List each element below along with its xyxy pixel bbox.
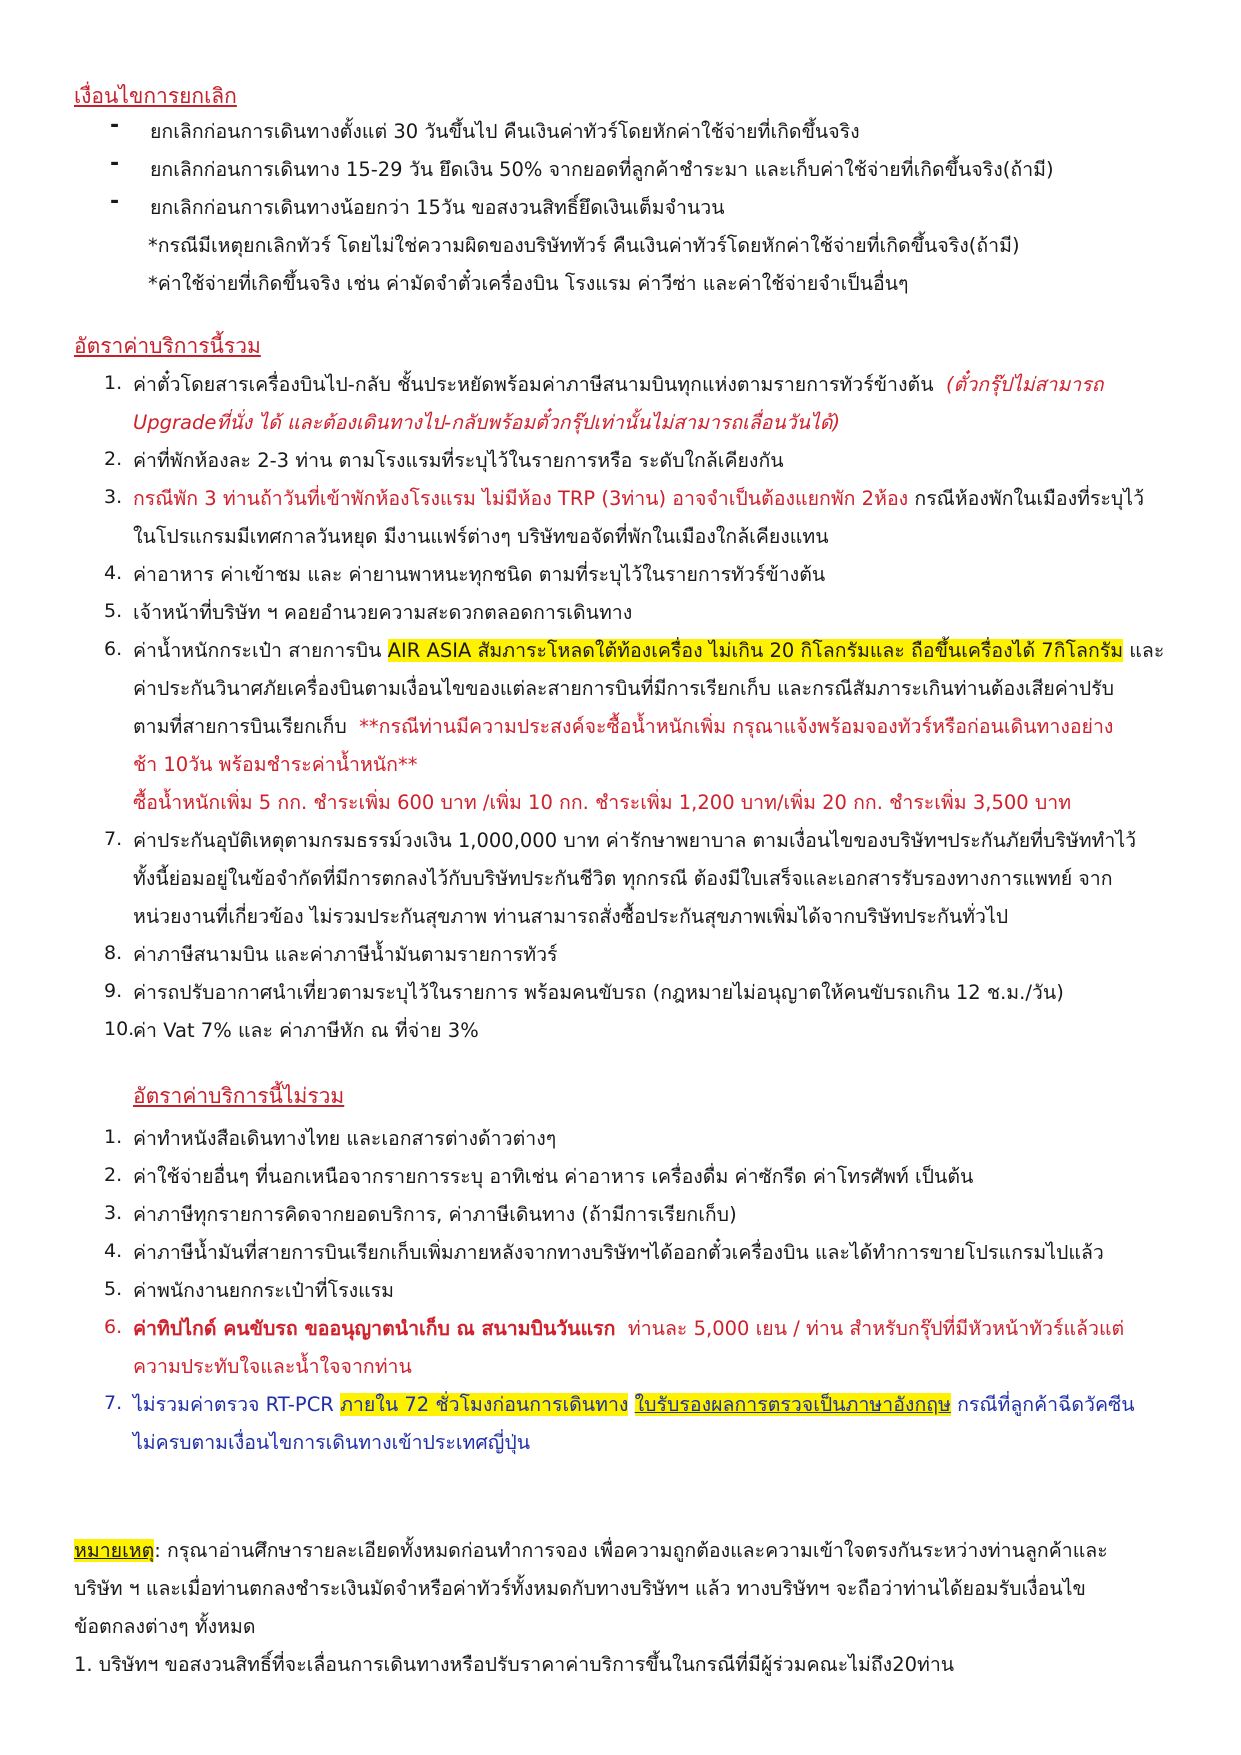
item-warning: **กรณีท่านมีความประสงค์จะซื้อน้ำหนักเพิ่ม กรุณาแจ้งพร้อมจองทัวร์หรือก่อนเดินทางอย่าง	[359, 715, 1114, 738]
list-number: 6.	[104, 1316, 123, 1338]
cancel-note: *กรณีมีเหตุยกเลิกทัวร์ โดยไม่ใช่ความผิดของบริษัททัวร์ คืนเงินค่าทัวร์โดยหักค่าใช้จ่ายที่เกิดขึ้นจริง(ถ้ามี)	[148, 234, 1020, 257]
list-number: 5.	[104, 600, 123, 622]
included-heading: อัตราค่าบริการนี้รวม	[74, 334, 261, 358]
list-number: 4.	[104, 562, 123, 584]
list-item: ค่าภาษีทุกรายการคิดจากยอดบริการ, ค่าภาษีเดินทาง (ถ้ามีการเรียกเก็บ)	[133, 1203, 737, 1226]
list-item: ค่ารถปรับอากาศนำเที่ยวตามระบุไว้ในรายการ พร้อมคนขับรถ (กฎหมายไม่อนุญาตให้คนขับรถเกิน 12 ช.ม./วัน)	[133, 981, 1064, 1004]
item-text: และ	[1129, 639, 1165, 662]
bullet-dash: -	[110, 151, 120, 176]
remark-line	[74, 1535, 1108, 1566]
cancel-item: ยกเลิกก่อนการเดินทางตั้งแต่ 30 วันขึ้นไป คืนเงินค่าทัวร์โดยหักค่าใช้จ่ายที่เกิดขึ้นจริง	[150, 120, 860, 143]
tip-amount: ท่านละ 5,000 เยน / ท่าน สำหรับกรุ๊ปที่มีหัวหน้าทัวร์แล้วแต่	[627, 1317, 1125, 1340]
list-item: ค่าทำหนังสือเดินทางไทย และเอกสารต่างด้าวต่างๆ	[133, 1127, 557, 1150]
list-item: ค่าประกันอุบัติเหตุตามกรมธรรม์วงเงิน 1,000,000 บาท ค่ารักษาพยาบาล ตามเงื่อนไขของบริษัทฯประกันภัยที่บริษัททำไว้	[133, 829, 1137, 852]
item-note: (ตั๋วกรุ๊ปไม่สามารถ	[945, 373, 1104, 396]
list-number: 1.	[104, 1126, 123, 1148]
item-warning: กรณีพัก 3 ท่านถ้าวันที่เข้าพักห้องโรงแรม ไม่มีห้อง TRP (3ท่าน) อาจจำเป็นต้องแยกพัก 2ห้อง	[133, 487, 909, 510]
item-text: ค่าน้ำหนักกระเป๋า สายการบิน	[133, 639, 382, 662]
list-item: ค่า Vat 7% และ ค่าภาษีหัก ณ ที่จ่าย 3%	[133, 1019, 479, 1042]
list-item-continued: หน่วยงานที่เกี่ยวข้อง ไม่รวมประกันสุขภาพ ท่านสามารถสั่งซื้อประกันสุขภาพเพิ่มได้จากบริษัทประกันทั่วไป	[133, 905, 1009, 928]
list-number: 2.	[104, 1164, 123, 1186]
remark-line: บริษัท ฯ และเมื่อท่านตกลงชำระเงินมัดจำหรือค่าทัวร์ทั้งหมดกับทางบริษัทฯ แล้ว ทางบริษัทฯ จะถือว่าท่านได้ยอมรับเงื่อนไข	[74, 1577, 1086, 1600]
cancel-heading: เงื่อนไขการยกเลิก	[74, 84, 237, 108]
list-item-continued: Upgradeที่นั่ง ได้ และต้องเดินทางไป-กลับพร้อมตั๋วกรุ๊ปเท่านั้นไม่สามารถเลื่อนวันได้)	[133, 411, 841, 434]
list-number: 3.	[104, 1202, 123, 1224]
list-item-continued: ทั้งนี้ย่อมอยู่ในข้อจำกัดที่มีการตกลงไว้กับบริษัทประกันชีวิต ทุกกรณี ต้องมีใบเสร็จและเอกสารรับรองทางการแพทย์ จาก	[133, 867, 1113, 890]
list-item-continued: ในโปรแกรมมีเทศกาลวันหยุด มีงานแฟร์ต่างๆ บริษัทขอจัดที่พักในเมืองใกล้เคียงแทน	[133, 525, 829, 548]
list-item-continued: ค่าประกันวินาศภัยเครื่องบินตามเงื่อนไขของแต่ละสายการบินที่มีการเรียกเก็บ และกรณีสัมภาระเกินท่านต้องเสียค่าปรับ	[133, 677, 1115, 700]
list-item-continued: ความประทับใจและน้ำใจจากท่าน	[133, 1355, 412, 1378]
highlighted-text: ภายใน 72 ชั่วโมงก่อนการเดินทาง	[340, 1393, 629, 1416]
remark-line: 1. บริษัทฯ ขอสงวนสิทธิ์ที่จะเลื่อนการเดินทางหรือปรับราคาค่าบริการขึ้นในกรณีที่มีผู้ร่วมคณะไม่ถึง20ท่าน	[74, 1653, 955, 1676]
cancel-note: *ค่าใช้จ่ายที่เกิดขึ้นจริง เช่น ค่ามัดจำตั๋วเครื่องบิน โรงแรม ค่าวีซ่า และค่าใช้จ่ายจำเป็นอื่นๆ	[148, 272, 909, 295]
tip-notice: ค่าทิปไกด์ คนขับรถ ขออนุญาตนำเก็บ ณ สนามบินวันแรก	[133, 1317, 616, 1340]
extra-baggage-prices: ซื้อน้ำหนักเพิ่ม 5 กก. ชำระเพิ่ม 600 บาท /เพิ่ม 10 กก. ชำระเพิ่ม 1,200 บาท/เพิ่ม 20 กก. ชำระเพิ่ม 3,500 บาท	[133, 791, 1072, 814]
highlighted-text: AIR ASIA สัมภาระโหลดใต้ท้องเครื่อง ไม่เกิน 20 กิโลกรัมและ ถือขึ้นเครื่องได้ 7กิโลกรัม	[387, 639, 1124, 662]
list-item: ค่าที่พักห้องละ 2-3 ท่าน ตามโรงแรมที่ระบุไว้ในรายการหรือ ระดับใกล้เคียงกัน	[133, 449, 784, 472]
list-number: 8.	[104, 942, 123, 964]
list-number: 7.	[104, 1392, 123, 1414]
list-item	[133, 635, 1164, 666]
list-item: เจ้าหน้าที่บริษัท ฯ คอยอำนวยความสะดวกตลอดการเดินทาง	[133, 601, 633, 624]
list-number: 1.	[104, 372, 123, 394]
item-text: ไม่รวมค่าตรวจ RT-PCR	[133, 1393, 334, 1416]
remark-label: หมายเหตุ	[74, 1539, 155, 1562]
item-text: ค่าตั๋วโดยสารเครื่องบินไป-กลับ ชั้นประหยัดพร้อมค่าภาษีสนามบินทุกแห่งตามรายการทัวร์ข้างต้น	[133, 373, 934, 396]
list-number: 5.	[104, 1278, 123, 1300]
list-item	[133, 1389, 1135, 1420]
list-number: 7.	[104, 828, 123, 850]
list-number: 4.	[104, 1240, 123, 1262]
list-item-continued: ไม่ครบตามเงื่อนไขการเดินทางเข้าประเทศญี่ปุ่น	[133, 1431, 531, 1454]
remark-text: : กรุณาอ่านศึกษารายละเอียดทั้งหมดก่อนทำการจอง เพื่อความถูกต้องและความเข้าใจตรงกันระหว่างท่านลูกค้าและ	[154, 1539, 1108, 1562]
list-number: 3.	[104, 486, 123, 508]
list-item: ค่าอาหาร ค่าเข้าชม และ ค่ายานพาหนะทุกชนิด ตามที่ระบุไว้ในรายการทัวร์ข้างต้น	[133, 563, 826, 586]
list-number: 2.	[104, 448, 123, 470]
list-number: 6.	[104, 638, 123, 660]
cancel-item: ยกเลิกก่อนการเดินทางน้อยกว่า 15วัน ขอสงวนสิทธิ์ยึดเงินเต็มจำนวน	[150, 196, 725, 219]
list-item: ค่าภาษีสนามบิน และค่าภาษีน้ำมันตามรายการทัวร์	[133, 943, 558, 966]
list-item: ค่าใช้จ่ายอื่นๆ ที่นอกเหนือจากรายการระบุ อาทิเช่น ค่าอาหาร เครื่องดื่ม ค่าซักรีด ค่าโทรศัพท์ เป็นต้น	[133, 1165, 974, 1188]
list-item	[133, 483, 1144, 514]
list-item: ค่าพนักงานยกกระเป๋าที่โรงแรม	[133, 1279, 394, 1302]
item-text: ตามที่สายการบินเรียกเก็บ	[133, 715, 347, 738]
bullet-dash: -	[110, 189, 120, 214]
bullet-dash: -	[110, 113, 120, 138]
item-text: กรณีห้องพักในเมืองที่ระบุไว้	[914, 487, 1145, 510]
list-item: ค่าภาษีน้ำมันที่สายการบินเรียกเก็บเพิ่มภายหลังจากทางบริษัทฯได้ออกตั๋วเครื่องบิน และได้ทำการขายโปรแกรมไปแล้ว	[133, 1241, 1104, 1264]
highlighted-underlined-text: ใบรับรองผลการตรวจเป็นภาษาอังกฤษ	[634, 1393, 951, 1416]
remark-line: ข้อตกลงต่างๆ ทั้งหมด	[74, 1615, 256, 1638]
list-number: 10.	[104, 1018, 135, 1040]
list-number: 9.	[104, 980, 123, 1002]
list-item-continued	[133, 711, 1113, 742]
excluded-heading: อัตราค่าบริการนี้ไม่รวม	[133, 1084, 345, 1108]
cancel-item: ยกเลิกก่อนการเดินทาง 15-29 วัน ยึดเงิน 50% จากยอดที่ลูกค้าชำระมา และเก็บค่าใช้จ่ายที่เกิดขึ้นจริง(ถ้ามี)	[150, 158, 1054, 181]
list-item	[133, 369, 1103, 400]
list-item-continued: ช้า 10วัน พร้อมชำระค่าน้ำหนัก**	[133, 753, 418, 776]
item-text: กรณีที่ลูกค้าฉีดวัคซีน	[957, 1393, 1135, 1416]
list-item	[133, 1313, 1124, 1344]
